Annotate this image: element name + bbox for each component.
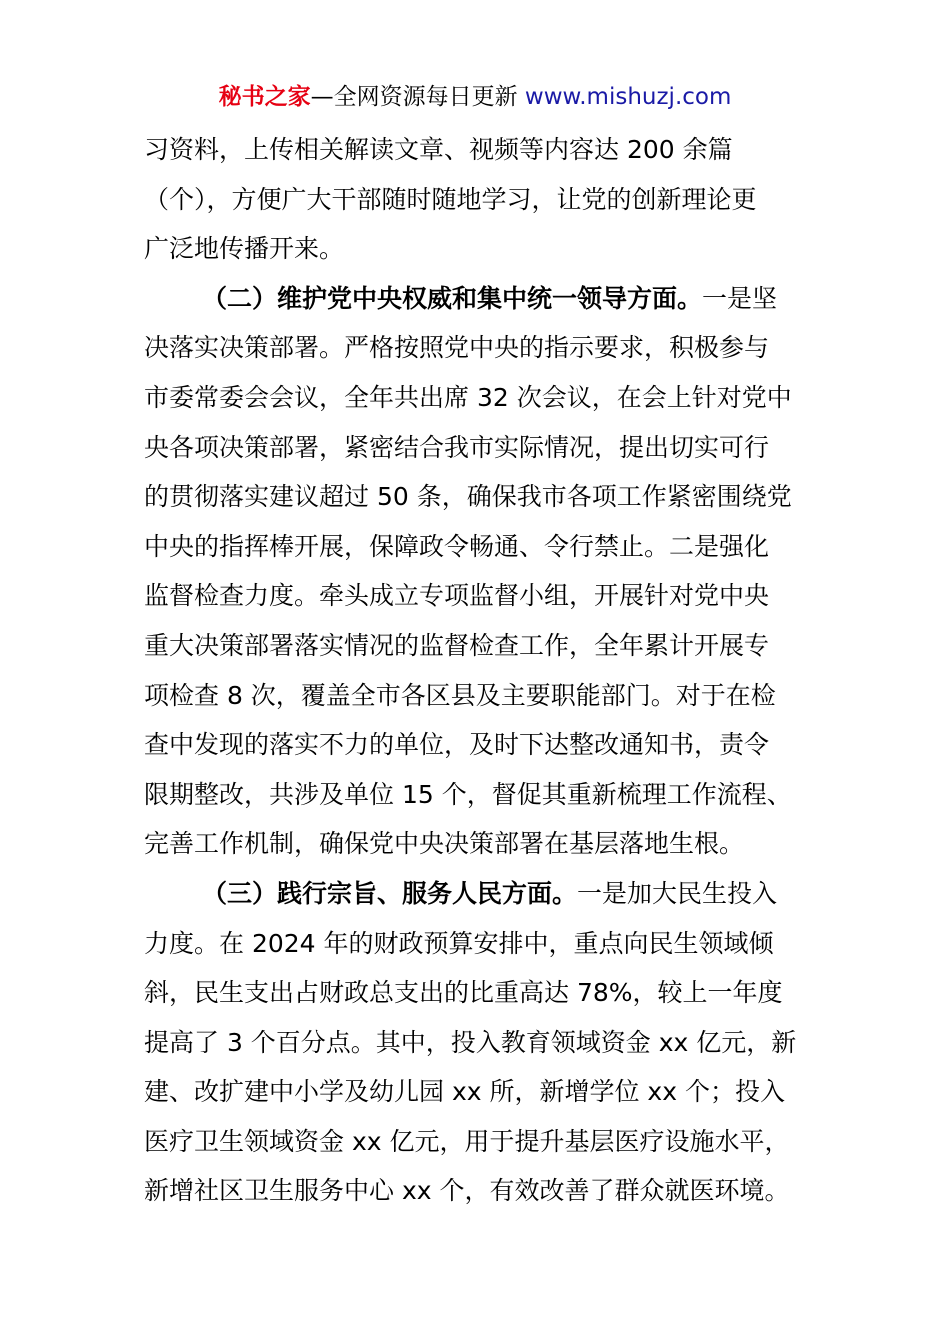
text-line: 的贯彻落实建议超过 50 条，确保我市各项工作紧密围绕党 xyxy=(144,482,792,512)
text-line: 项检查 8 次，覆盖全市各区县及主要职能部门。对于在检 xyxy=(144,680,776,710)
text-line: 医疗卫生领域资金 xx 亿元，用于提升基层医疗设施水平， xyxy=(144,1126,790,1156)
section-heading: （二）维护党中央权威和集中统一领导方面。 xyxy=(202,283,703,313)
text-line: 央各项决策部署，紧密结合我市实际情况，提出切实可行 xyxy=(144,432,770,462)
text-line: 限期整改，共涉及单位 15 个，督促其重新梳理工作流程、 xyxy=(144,779,792,809)
text-run: 一是坚 xyxy=(702,283,778,313)
text-line: 重大决策部署落实情况的监督检查工作，全年累计开展专 xyxy=(144,630,770,660)
text-line: 查中发现的落实不力的单位，及时下达整改通知书，责令 xyxy=(144,730,770,760)
text-run: 一是加大民生投入 xyxy=(577,878,778,908)
text-line: 监督检查力度。牵头成立专项监督小组，开展针对党中央 xyxy=(144,581,770,611)
site-header xyxy=(0,80,950,114)
text-line: 完善工作机制，确保党中央决策部署在基层落地生根。 xyxy=(144,829,745,859)
text-line: 提高了 3 个百分点。其中，投入教育领域资金 xx 亿元，新 xyxy=(144,1027,797,1057)
text-line: 市委常委会会议，全年共出席 32 次会议，在会上针对党中 xyxy=(144,382,792,412)
text-line: 新增社区卫生服务中心 xx 个，有效改善了群众就医环境。 xyxy=(144,1176,790,1206)
text-line: （个），方便广大干部随时随地学习，让党的创新理论更 xyxy=(144,184,757,214)
site-url-link[interactable]: www.mishuzj.com xyxy=(524,84,732,110)
text-line: 力度。在 2024 年的财政预算安排中，重点向民生领域倾 xyxy=(144,928,774,958)
section-heading: （三）践行宗旨、服务人民方面。 xyxy=(202,878,578,908)
text-line: 决落实决策部署。严格按照党中央的指示要求，积极参与 xyxy=(144,333,770,363)
section-heading-line xyxy=(144,869,808,919)
text-line: 斜，民生支出占财政总支出的比重高达 78%，较上一年度 xyxy=(144,978,783,1008)
text-line: 广泛地传播开来。 xyxy=(144,234,345,264)
text-line: 习资料，上传相关解读文章、视频等内容达 200 余篇 xyxy=(144,135,733,164)
text-line: 中央的指挥棒开展，保障政令畅通、令行禁止。二是强化 xyxy=(144,531,770,561)
section-heading-line xyxy=(144,274,808,324)
document-body xyxy=(144,125,808,1216)
site-brand: 秘书之家 xyxy=(218,84,311,110)
site-tagline: —全网资源每日更新 xyxy=(310,84,525,110)
text-line: 建、改扩建中小学及幼儿园 xx 所，新增学位 xx 个；投入 xyxy=(144,1077,785,1107)
